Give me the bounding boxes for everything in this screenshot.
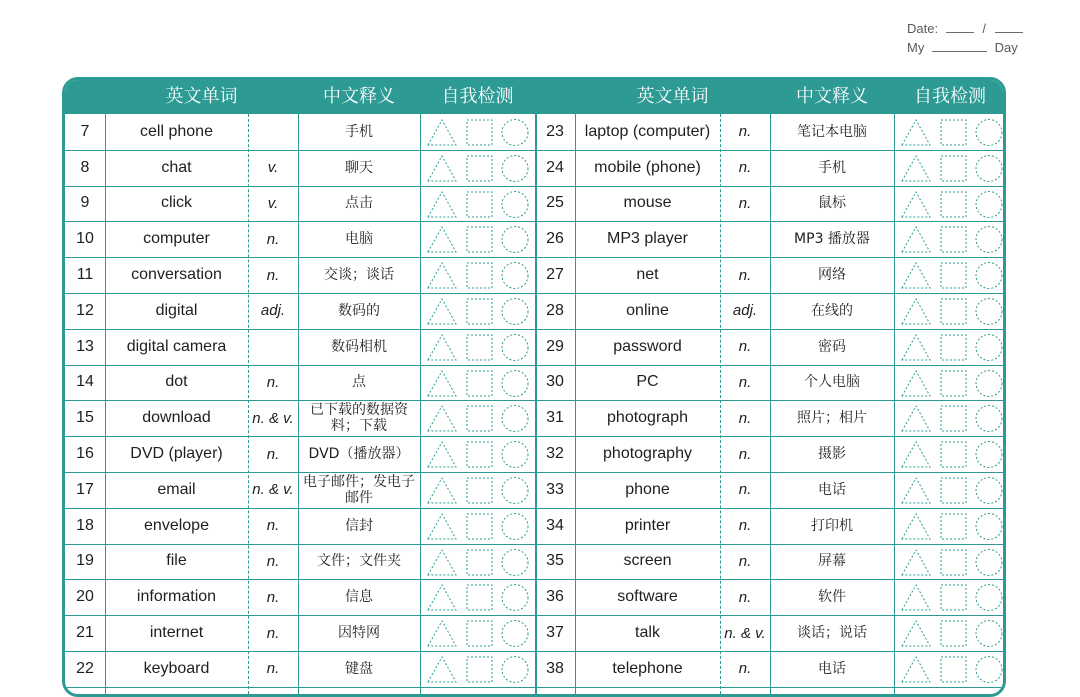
self-check-shapes[interactable] <box>896 436 1006 472</box>
triangle-check-icon <box>902 657 930 682</box>
my-label: My <box>907 40 925 55</box>
header-check-right: 自我检测 <box>914 86 986 107</box>
self-check-shapes[interactable] <box>896 186 1006 222</box>
chinese-meaning: 软件 <box>818 589 846 606</box>
row-number: 11 <box>76 266 94 284</box>
table-row <box>65 257 1003 293</box>
triangle-check-icon <box>902 621 930 646</box>
english-word: DVD (player) <box>130 445 223 463</box>
circle-check-icon <box>976 657 1002 683</box>
row-number: 9 <box>80 194 90 212</box>
table-row <box>65 579 1003 615</box>
part-of-speech: n. & v. <box>252 409 294 427</box>
table-row <box>65 114 1003 150</box>
chinese-meaning: 电话 <box>818 481 846 498</box>
circle-check-icon <box>976 191 1002 217</box>
part-of-speech: n. <box>738 445 752 463</box>
part-of-speech: n. & v. <box>724 624 766 642</box>
chinese-meaning: 因特网 <box>338 625 380 642</box>
row-divider <box>65 687 1003 688</box>
part-of-speech <box>720 221 770 257</box>
chinese-meaning: 点击 <box>345 195 373 212</box>
row-number: 26 <box>546 230 564 248</box>
chinese-meaning: 文件；文件夹 <box>317 553 401 570</box>
triangle-check-icon <box>902 371 930 396</box>
self-check-shapes[interactable] <box>896 615 1006 651</box>
row-number: 33 <box>546 480 564 498</box>
chinese-meaning: 谈话；说话 <box>797 625 867 642</box>
day-line <box>907 38 1023 57</box>
row-number: 8 <box>80 158 90 176</box>
row-number: 21 <box>76 624 94 642</box>
row-number: 36 <box>546 588 564 606</box>
part-of-speech: n. <box>266 266 280 284</box>
square-check-icon <box>941 371 966 396</box>
part-of-speech: n. <box>738 266 752 284</box>
square-check-icon <box>941 406 966 431</box>
english-word: chat <box>161 158 192 176</box>
square-check-icon <box>941 299 966 324</box>
table-header <box>65 80 1003 114</box>
table-row <box>65 615 1003 651</box>
part-of-speech: n. <box>738 481 752 499</box>
part-of-speech: n. <box>738 194 752 212</box>
chinese-meaning: 手机 <box>818 159 846 176</box>
english-word: MP3 player <box>607 230 688 248</box>
date-label: Date: <box>907 21 939 36</box>
english-word: keyboard <box>143 659 210 677</box>
chinese-meaning: 聊天 <box>345 159 373 176</box>
triangle-check-icon <box>902 227 930 252</box>
circle-check-icon <box>976 263 1002 289</box>
english-word: mouse <box>623 194 672 212</box>
english-word: information <box>136 588 217 606</box>
english-word: online <box>626 301 669 319</box>
triangle-check-icon <box>902 120 930 145</box>
english-word: printer <box>624 516 671 534</box>
part-of-speech: adj. <box>732 302 758 320</box>
chinese-meaning: 笔记本电脑 <box>797 123 867 140</box>
square-check-icon <box>941 550 966 575</box>
chinese-meaning: 信封 <box>345 517 373 534</box>
part-of-speech: n. <box>266 552 280 570</box>
circle-check-icon <box>976 621 1002 647</box>
row-number: 32 <box>546 445 564 463</box>
self-check-shapes[interactable] <box>896 472 1006 508</box>
square-check-icon <box>941 156 966 181</box>
date-line <box>907 19 1023 38</box>
circle-check-icon <box>976 442 1002 468</box>
english-word: email <box>157 480 196 498</box>
vocabulary-table <box>62 77 1006 697</box>
part-of-speech: n. <box>266 373 280 391</box>
chinese-meaning: 照片；相片 <box>797 410 867 427</box>
row-number: 10 <box>76 230 94 248</box>
english-word: net <box>636 266 659 284</box>
triangle-check-icon <box>902 550 930 575</box>
part-of-speech: n. <box>738 517 752 535</box>
row-number: 31 <box>546 409 564 427</box>
day-number-blank[interactable] <box>932 41 987 52</box>
square-check-icon <box>941 192 966 217</box>
chinese-meaning: 电子邮件；发电子邮件 <box>303 473 415 506</box>
english-word: digital camera <box>126 337 227 355</box>
chinese-meaning: 数码相机 <box>331 338 387 355</box>
part-of-speech: n. <box>738 123 752 141</box>
row-number: 37 <box>546 624 564 642</box>
triangle-check-icon <box>902 442 930 467</box>
row-number: 25 <box>546 194 564 212</box>
row-number: 34 <box>546 516 564 534</box>
circle-check-icon <box>976 334 1002 360</box>
table-row <box>65 436 1003 472</box>
part-of-speech: n. <box>738 409 752 427</box>
english-word: telephone <box>612 659 683 677</box>
chinese-meaning: 个人电脑 <box>804 374 860 391</box>
date-day-blank[interactable] <box>995 22 1023 33</box>
triangle-check-icon <box>902 335 930 360</box>
triangle-check-icon <box>902 406 930 431</box>
date-separator: / <box>982 21 986 36</box>
chinese-meaning: 打印机 <box>811 517 853 534</box>
chinese-meaning: 数码的 <box>338 302 380 319</box>
circle-check-icon <box>976 120 1002 146</box>
date-block <box>907 19 1023 57</box>
table-row <box>65 508 1003 544</box>
self-check-shapes[interactable] <box>896 293 1006 329</box>
row-number: 38 <box>546 659 564 677</box>
square-check-icon <box>941 263 966 288</box>
header-chinese-left: 中文释义 <box>323 86 395 107</box>
part-of-speech: n. <box>266 445 280 463</box>
row-number: 27 <box>546 266 564 284</box>
square-check-icon <box>941 621 966 646</box>
row-number: 29 <box>546 337 564 355</box>
row-number: 15 <box>76 409 94 427</box>
english-word: photography <box>603 445 692 463</box>
triangle-check-icon <box>902 192 930 217</box>
chinese-meaning: 点 <box>352 374 366 391</box>
chinese-meaning: 手机 <box>345 123 373 140</box>
row-number: 12 <box>76 301 94 319</box>
row-number: 19 <box>76 552 94 570</box>
english-word: software <box>617 588 678 606</box>
chinese-meaning: 鼠标 <box>818 195 846 212</box>
circle-check-icon <box>976 549 1002 575</box>
table-row <box>65 150 1003 186</box>
part-of-speech: n. <box>266 230 280 248</box>
part-of-speech: n. <box>266 624 280 642</box>
chinese-meaning: 屏幕 <box>818 553 846 570</box>
part-of-speech: n. <box>266 588 280 606</box>
english-word: password <box>613 337 682 355</box>
date-month-blank[interactable] <box>946 22 974 33</box>
table-row <box>65 186 1003 222</box>
table-row <box>65 651 1003 687</box>
english-word: screen <box>623 552 672 570</box>
row-number: 28 <box>546 301 564 319</box>
english-word: digital <box>155 301 198 319</box>
english-word: cell phone <box>140 122 213 140</box>
table-row <box>65 365 1003 401</box>
header-english-right: 英文单词 <box>636 86 709 107</box>
header-english-left: 英文单词 <box>165 86 238 107</box>
row-number: 30 <box>546 373 564 391</box>
square-check-icon <box>941 514 966 539</box>
row-number: 24 <box>546 158 564 176</box>
square-check-icon <box>941 120 966 145</box>
part-of-speech: n. & v. <box>252 481 294 499</box>
table-row <box>65 400 1003 436</box>
part-of-speech: n. <box>738 552 752 570</box>
square-check-icon <box>941 335 966 360</box>
self-check-shapes[interactable] <box>896 257 1006 293</box>
self-check-shapes[interactable] <box>896 114 1006 150</box>
part-of-speech: n. <box>738 588 752 606</box>
row-number: 16 <box>76 445 94 463</box>
table-row <box>65 221 1003 257</box>
self-check-shapes[interactable] <box>896 651 1006 687</box>
triangle-check-icon <box>902 299 930 324</box>
circle-check-icon <box>976 585 1002 611</box>
triangle-check-icon <box>902 514 930 539</box>
english-word: dot <box>165 373 188 391</box>
table-row <box>65 329 1003 365</box>
part-of-speech: v. <box>267 159 279 177</box>
row-number: 14 <box>76 373 94 391</box>
table-row <box>65 293 1003 329</box>
english-word: mobile (phone) <box>594 158 701 176</box>
self-check-shapes[interactable] <box>896 365 1006 401</box>
self-check-shapes[interactable] <box>896 150 1006 186</box>
row-number: 23 <box>546 122 564 140</box>
part-of-speech: v. <box>267 194 279 212</box>
header-chinese-right: 中文释义 <box>796 86 868 107</box>
english-word: file <box>166 552 187 570</box>
english-word: phone <box>625 480 670 498</box>
triangle-check-icon <box>902 585 930 610</box>
square-check-icon <box>941 478 966 503</box>
part-of-speech: n. <box>266 660 280 678</box>
self-check-shapes[interactable] <box>896 579 1006 615</box>
self-check-shapes[interactable] <box>896 544 1006 580</box>
row-number: 17 <box>76 480 94 498</box>
table-row <box>65 544 1003 580</box>
english-word: envelope <box>144 516 209 534</box>
triangle-check-icon <box>902 156 930 181</box>
row-number: 7 <box>80 122 90 140</box>
self-check-shapes[interactable] <box>896 508 1006 544</box>
chinese-meaning: 在线的 <box>811 302 853 319</box>
chinese-meaning: MP3 播放器 <box>794 231 870 248</box>
circle-check-icon <box>976 513 1002 539</box>
chinese-meaning: 密码 <box>818 338 846 355</box>
square-check-icon <box>941 442 966 467</box>
chinese-meaning: 摄影 <box>818 446 846 463</box>
part-of-speech: n. <box>738 373 752 391</box>
square-check-icon <box>941 227 966 252</box>
circle-check-icon <box>976 227 1002 253</box>
square-check-icon <box>941 585 966 610</box>
self-check-shapes[interactable] <box>896 329 1006 365</box>
circle-check-icon <box>976 299 1002 325</box>
chinese-meaning: 网络 <box>818 267 846 284</box>
row-number: 35 <box>546 552 564 570</box>
english-word: download <box>142 409 211 427</box>
english-word: laptop (computer) <box>584 122 711 140</box>
circle-check-icon <box>976 155 1002 181</box>
english-word: PC <box>636 373 659 391</box>
header-check-left: 自我检测 <box>441 86 514 107</box>
english-word: conversation <box>131 266 222 284</box>
table-row <box>65 472 1003 508</box>
chinese-meaning: 交谈；谈话 <box>324 267 394 284</box>
circle-check-icon <box>976 406 1002 432</box>
row-number: 20 <box>76 588 94 606</box>
circle-check-icon <box>976 478 1002 504</box>
row-number: 18 <box>76 516 94 534</box>
english-word: computer <box>143 230 210 248</box>
english-word: talk <box>635 624 660 642</box>
chinese-meaning: 电话 <box>818 660 846 677</box>
chinese-meaning: 信息 <box>345 589 373 606</box>
part-of-speech: n. <box>738 159 752 177</box>
day-label: Day <box>994 40 1018 55</box>
chinese-meaning: DVD（播放器） <box>308 446 410 463</box>
row-number: 13 <box>76 337 94 355</box>
english-word: photograph <box>607 409 688 427</box>
chinese-meaning: 已下载的数据资料；下载 <box>310 402 408 435</box>
row-number: 22 <box>76 659 94 677</box>
part-of-speech: adj. <box>260 302 286 320</box>
self-check-shapes[interactable] <box>896 400 1006 436</box>
english-word: internet <box>149 624 204 642</box>
part-of-speech: n. <box>738 660 752 678</box>
chinese-meaning: 电脑 <box>345 231 373 248</box>
circle-check-icon <box>976 370 1002 396</box>
chinese-meaning: 键盘 <box>345 660 373 677</box>
square-check-icon <box>941 657 966 682</box>
part-of-speech: n. <box>266 517 280 535</box>
triangle-check-icon <box>902 263 930 288</box>
self-check-shapes[interactable] <box>896 221 1006 257</box>
part-of-speech: n. <box>738 338 752 356</box>
triangle-check-icon <box>902 478 930 503</box>
english-word: click <box>160 194 193 212</box>
